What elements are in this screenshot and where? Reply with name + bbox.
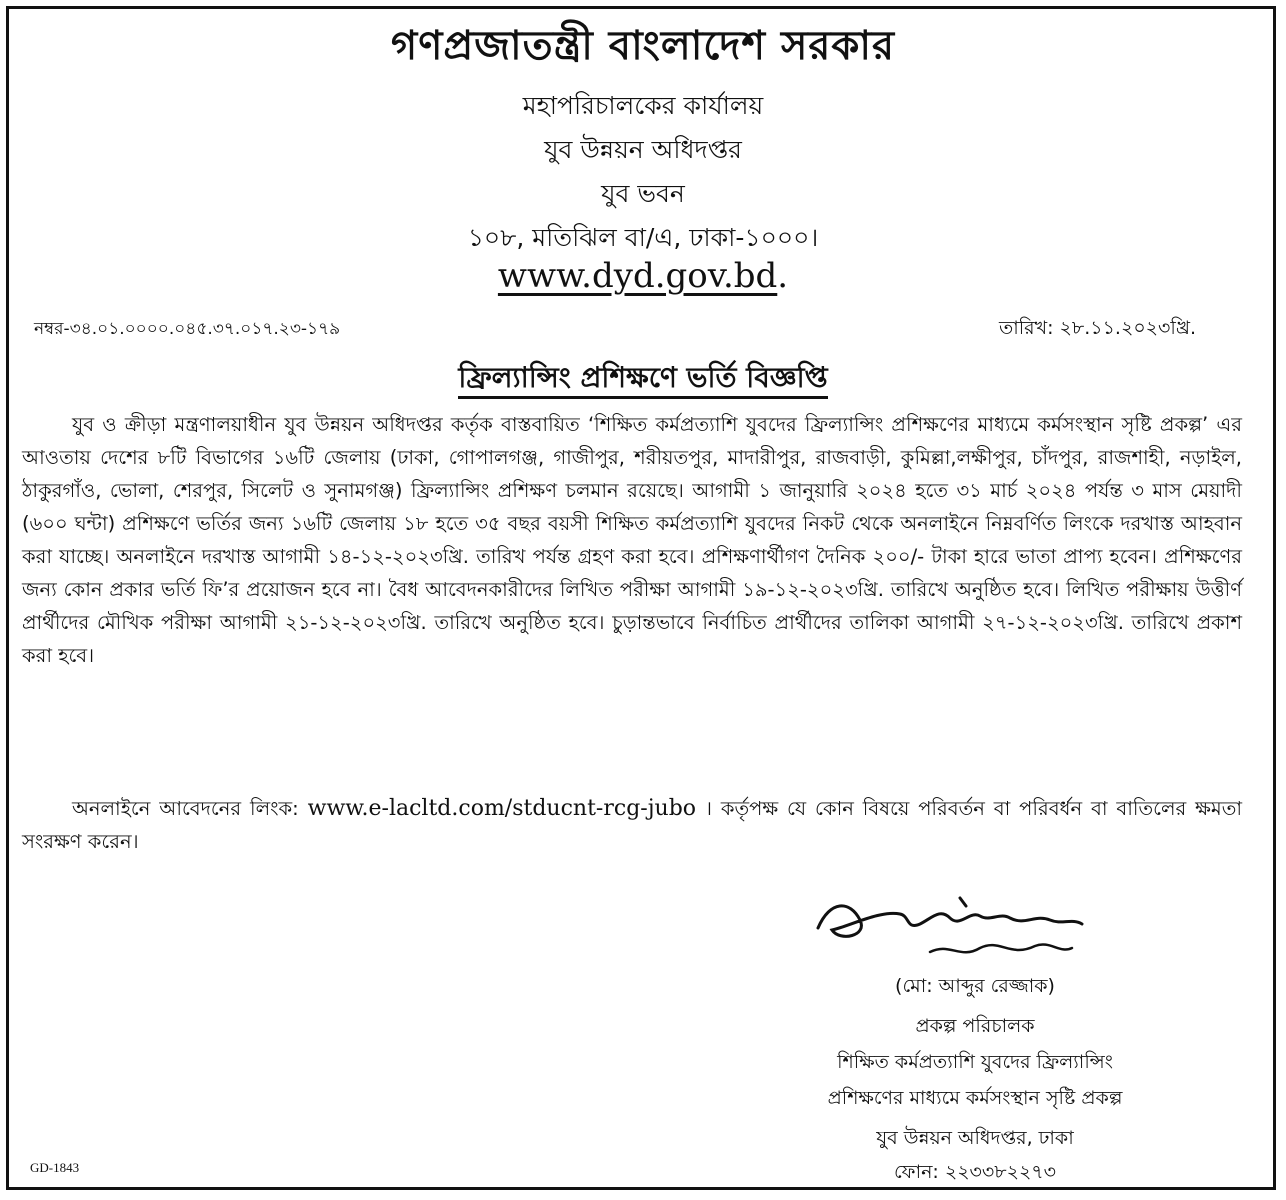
signatory-department: যুব উন্নয়ন অধিদপ্তর, ঢাকা [876, 1127, 1074, 1149]
building-name: যুব ভবন [601, 179, 685, 208]
notice-title [0, 356, 1286, 403]
government-title: গণপ্রজাতন্ত্রী বাংলাদেশ সরকার [391, 23, 895, 69]
project-name-line1: শিক্ষিত কর্মপ্রত্যাশি যুবদের ফ্রিল্যান্সিং [837, 1051, 1113, 1073]
department-name: যুব উন্নয়ন অধিদপ্তর [544, 135, 742, 164]
gd-code: GD-1843 [30, 1160, 80, 1175]
website-suffix: . [777, 256, 789, 296]
website-link[interactable]: www.dyd.gov.bd [497, 256, 778, 296]
link-after-text: । কর্তৃপক্ষ যে কোন বিষয়ে পরিবর্তন বা পরিবর্ধন বা বাতিলের ক্ষমতা সংরক্ষণ করেন। [22, 797, 1243, 853]
memo-date: তারিখ: ২৮.১১.২০২৩খ্রি. [998, 317, 1196, 339]
project-name-line2: প্রশিক্ষণের মাধ্যমে কর্মসংস্থান সৃষ্টি প্রকল্প [827, 1087, 1123, 1109]
office-address: ১০৮, মতিঝিল বা/এ, ঢাকা-১০০০। [467, 223, 819, 252]
signatory-phone: ফোন: ২২৩৩৮২২৭৩ [893, 1161, 1057, 1183]
notice-title-text: ফ্রিল্যান্সিং প্রশিক্ষণে ভর্তি বিজ্ঞপ্তি [458, 361, 827, 399]
signatory-name: (মো: আব্দুর রেজ্জাক) [895, 975, 1055, 997]
memo-number: নম্বর-৩৪.০১.০০০০.০৪৫.৩৭.০১৭.২৩-১৭৯ [34, 319, 341, 339]
link-intro: অনলাইনে আবেদনের লিংক: [72, 797, 299, 820]
signatory-designation: প্রকল্প পরিচালক [915, 1015, 1035, 1037]
notice-body-paragraph: যুব ও ক্রীড়া মন্ত্রণালয়াধীন যুব উন্নয়ন অধিদপ্তর কর্তৃক বাস্তবায়িত ‘শিক্ষিত কর্মপ্রত্যাশি যুবদের ফ্রিল্যান্সিং প্রশিক্ষণের মাধ্যমে কর্মসংস্থান সৃষ্টি প্রকল্প’ এর আওতায় দেশের ৮টি বিভাগের ১৬টি জেলায় (ঢাকা, গোপালগঞ্জ, গাজীপুর, শরীয়তপুর, মাদারীপুর, রাজবাড়ী, কুমিল্লা,লক্ষীপুর, চাঁদপুর, রাজশাহী, নড়াইল, ঠাকুরগাঁও, ভোলা, শেরপুর, সিলেট ও সুনামগঞ্জ) ফ্রিল্যান্সিং প্রশিক্ষণ চলমান রয়েছে। আগামী ১ জানুয়ারি ২০২৪ হতে ৩১ মার্চ ২০২৪ পর্যন্ত ৩ মাস মেয়াদী (৬০০ ঘন্টা) প্রশিক্ষণে ভর্তির জন্য ১৬টি জেলায় ১৮ হতে ৩৫ বছর বয়সী শিক্ষিত কর্মপ্রত্যাশি যুবদের নিকট থেকে অনলাইনে নিম্নবর্ণিত লিংকে দরখাস্ত আহবান করা যাচ্ছে। অনলাইনে দরখাস্ত আগামী ১৪-১২-২০২৩খ্রি. তারিখ পর্যন্ত গ্রহণ করা হবে। প্রশিক্ষণার্থীগণ দৈনিক ২০০/- টাকা হারে ভাতা প্রাপ্য হবেন। প্রশিক্ষণের জন্য কোন প্রকার ভর্তি ফি’র প্রয়োজন হবে না। বৈধ আবেদনকারীদের লিখিত পরীক্ষা আগামী ১৯-১২-২০২৩খ্রি. তারিখে অনুষ্ঠিত হবে। লিখিত পরীক্ষায় উত্তীর্ণ প্রার্থীদের মৌখিক পরীক্ষা আগামী ২১-১২-২০২৩খ্রি. তারিখে অনুষ্ঠিত হবে। চুড়ান্তভাবে নির্বাচিত প্রার্থীদের তালিকা আগামী ২৭-১২-২০২৩খ্রি. তারিখে প্রকাশ করা হবে। [22, 413, 1242, 667]
application-link-paragraph [22, 792, 1242, 858]
signature-image [810, 890, 1090, 970]
office-name: মহাপরিচালকের কার্যালয় [522, 91, 764, 120]
application-link[interactable]: www.e-lacltd.com/stducnt-rcg-jubo [307, 796, 697, 821]
website [0, 256, 1286, 296]
